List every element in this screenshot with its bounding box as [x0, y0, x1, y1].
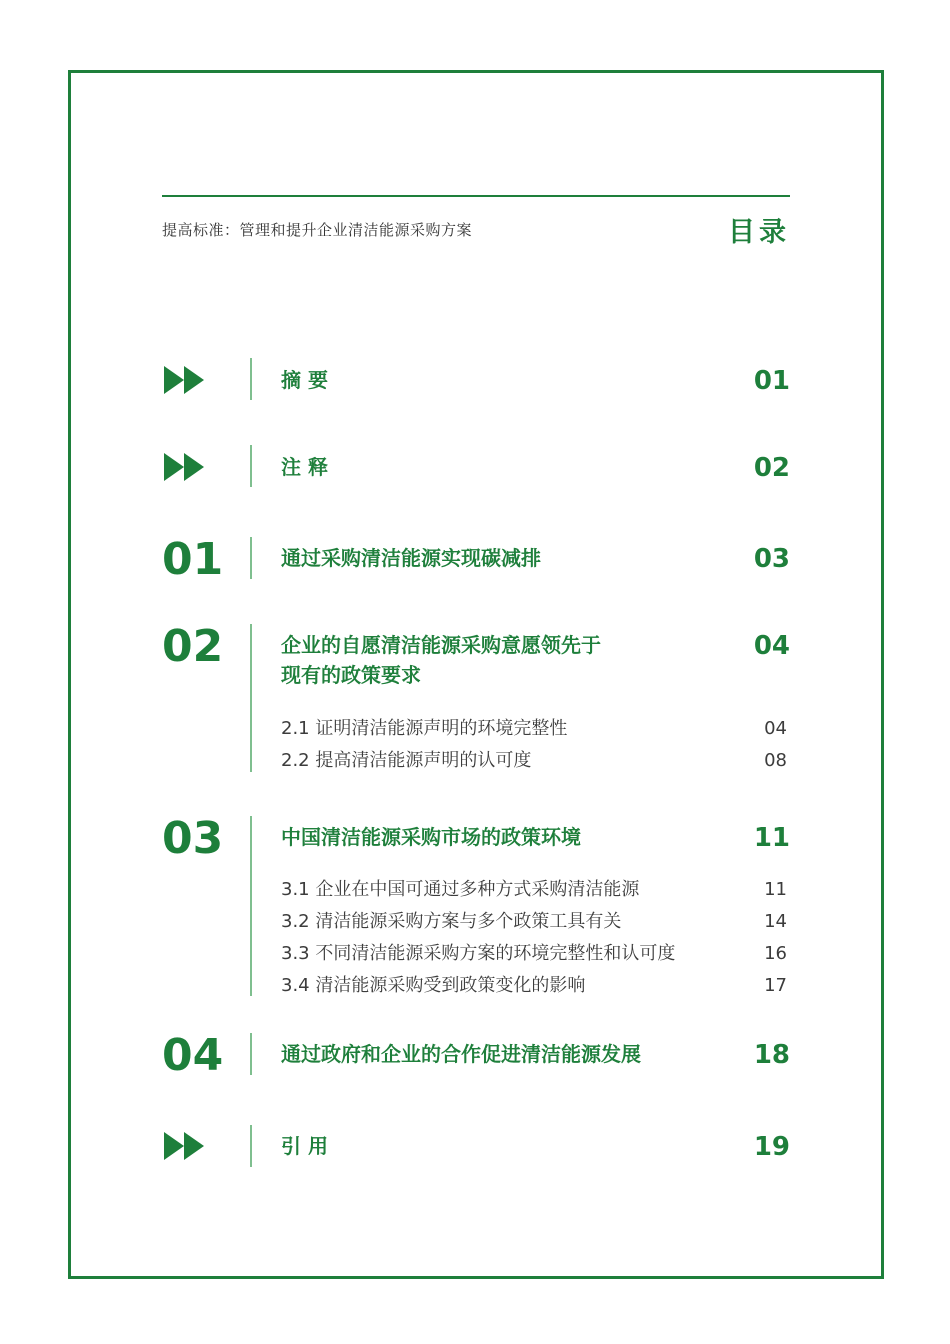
subsection-page: 14 — [764, 911, 787, 932]
subsection-page: 04 — [764, 718, 787, 739]
entry-page: 19 — [753, 1132, 790, 1162]
entry-page: 04 — [753, 631, 790, 661]
entry-page: 11 — [753, 823, 790, 853]
double-arrow-icon — [164, 366, 208, 394]
subsection-label[interactable]: 2.1 证明清洁能源声明的环境完整性 — [281, 718, 568, 739]
chapter-number: 03 — [162, 813, 224, 864]
subsection-label[interactable]: 3.3 不同清洁能源采购方案的环境完整性和认可度 — [281, 943, 676, 964]
double-arrow-icon — [164, 453, 208, 481]
document-title: 提高标准：管理和提升企业清洁能源采购方案 — [162, 221, 473, 239]
entry-title: 注 释 — [281, 455, 328, 479]
subsection-page: 08 — [764, 750, 787, 771]
entry-title: 摘 要 — [281, 368, 328, 392]
subsection-label[interactable]: 2.2 提高清洁能源声明的认可度 — [281, 750, 532, 771]
entry-title-line-2: 现有的政策要求 — [281, 663, 421, 687]
divider-line — [250, 537, 252, 579]
subsection-page: 17 — [764, 975, 787, 996]
subsection-page: 16 — [764, 943, 787, 964]
divider-line — [250, 816, 252, 996]
entry-title: 中国清洁能源采购市场的政策环境 — [281, 825, 581, 849]
divider-line — [250, 624, 252, 772]
double-arrow-icon — [164, 1132, 208, 1160]
chapter-number: 04 — [162, 1030, 224, 1081]
subsection-label[interactable]: 3.1 企业在中国可通过多种方式采购清洁能源 — [281, 879, 640, 900]
subsection-label[interactable]: 3.2 清洁能源采购方案与多个政策工具有关 — [281, 911, 622, 932]
chapter-number: 02 — [162, 621, 224, 672]
entry-page: 02 — [753, 453, 790, 483]
divider-line — [250, 358, 252, 400]
entry-page: 01 — [753, 366, 790, 396]
toc-heading: 目录 — [728, 217, 790, 248]
divider-line — [250, 445, 252, 487]
page-border — [68, 70, 884, 1279]
header-rule — [162, 195, 790, 197]
entry-title: 引 用 — [281, 1134, 328, 1158]
entry-title: 通过采购清洁能源实现碳减排 — [281, 546, 541, 570]
entry-title-line-1: 企业的自愿清洁能源采购意愿领先于 — [281, 633, 601, 657]
divider-line — [250, 1033, 252, 1075]
entry-page: 18 — [753, 1040, 790, 1070]
subsection-page: 11 — [764, 879, 787, 900]
divider-line — [250, 1125, 252, 1167]
chapter-number: 01 — [162, 534, 224, 585]
entry-title: 通过政府和企业的合作促进清洁能源发展 — [281, 1042, 641, 1066]
subsection-label[interactable]: 3.4 清洁能源采购受到政策变化的影响 — [281, 975, 586, 996]
entry-page: 03 — [753, 544, 790, 574]
